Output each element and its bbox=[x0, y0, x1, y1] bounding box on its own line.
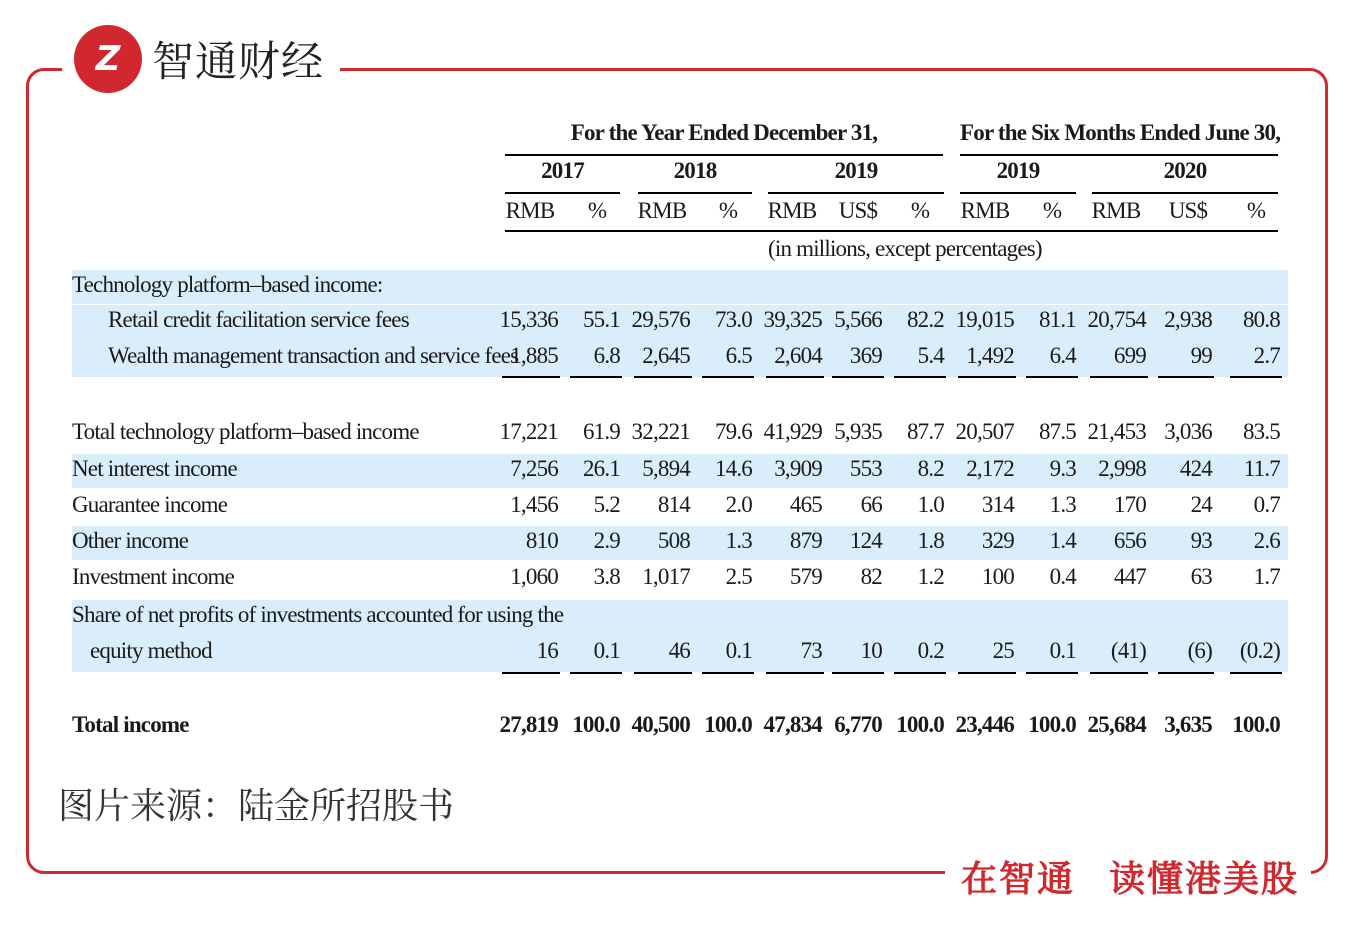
year-header: 2017 bbox=[541, 158, 584, 183]
value-cell: 100.0 bbox=[1232, 712, 1280, 737]
subtotal-rule bbox=[766, 672, 824, 674]
value-cell: 87.7 bbox=[906, 419, 944, 444]
subtotal-rule bbox=[702, 672, 754, 674]
value-cell: 5.2 bbox=[593, 492, 620, 517]
year-rule bbox=[768, 192, 944, 194]
subtotal-rule bbox=[702, 376, 754, 378]
value-cell: 1.4 bbox=[1049, 528, 1076, 553]
value-cell: 6.8 bbox=[593, 343, 620, 368]
value-cell: 15,336 bbox=[499, 307, 558, 332]
value-cell: (0.2) bbox=[1239, 638, 1280, 663]
value-cell: 0.4 bbox=[1049, 564, 1076, 589]
subtotal-rule bbox=[570, 672, 622, 674]
value-cell: 3.8 bbox=[593, 564, 620, 589]
value-cell: 20,507 bbox=[955, 419, 1014, 444]
currency-header: RMB bbox=[960, 198, 1010, 223]
subtotal-rule bbox=[832, 376, 884, 378]
value-cell: 93 bbox=[1190, 528, 1212, 553]
value-cell: 1,885 bbox=[510, 343, 558, 368]
year-header: 2020 bbox=[1163, 158, 1207, 183]
year-rule bbox=[960, 192, 1076, 194]
subtotal-rule bbox=[502, 376, 560, 378]
value-cell: 40,500 bbox=[631, 712, 690, 737]
value-cell: 10 bbox=[860, 638, 882, 663]
value-cell: 46 bbox=[668, 638, 690, 663]
currency-header: % bbox=[1042, 198, 1062, 223]
value-cell: 1.2 bbox=[917, 564, 944, 589]
value-cell: 3,635 bbox=[1164, 712, 1212, 737]
row-label: Total income bbox=[72, 712, 189, 737]
value-cell: 19,015 bbox=[955, 307, 1014, 332]
row-label: Other income bbox=[72, 528, 189, 553]
value-cell: 11.7 bbox=[1243, 456, 1280, 481]
value-cell: 447 bbox=[1113, 564, 1146, 589]
value-cell: (41) bbox=[1110, 638, 1146, 663]
value-cell: 2.0 bbox=[725, 492, 752, 517]
subtotal-rule bbox=[958, 376, 1016, 378]
value-cell: 3,909 bbox=[774, 456, 822, 481]
value-cell: 7,256 bbox=[510, 456, 558, 481]
currency-header: US$ bbox=[838, 198, 878, 223]
period-rule bbox=[960, 154, 1278, 156]
value-cell: 80.8 bbox=[1242, 307, 1280, 332]
logo-mark-icon: Z bbox=[74, 25, 142, 93]
year-rule bbox=[1092, 192, 1278, 194]
units-note: (in millions, except percentages) bbox=[768, 236, 1042, 261]
value-cell: 73 bbox=[800, 638, 822, 663]
header-rule bbox=[505, 230, 1278, 232]
value-cell: 8.2 bbox=[917, 456, 944, 481]
value-cell: 100.0 bbox=[704, 712, 752, 737]
currency-header: RMB bbox=[1091, 198, 1141, 223]
subtotal-rule bbox=[894, 672, 946, 674]
subtotal-rule bbox=[1230, 376, 1282, 378]
currency-header: % bbox=[1246, 198, 1266, 223]
subtotal-rule bbox=[1158, 376, 1214, 378]
value-cell: 25,684 bbox=[1087, 712, 1146, 737]
value-cell: 2.5 bbox=[725, 564, 752, 589]
slogan-left: 在智通 bbox=[960, 858, 1075, 900]
period-header-annual: For the Year Ended December 31, bbox=[570, 120, 878, 145]
row-label: Net interest income bbox=[72, 456, 237, 481]
value-cell: 369 bbox=[849, 343, 882, 368]
value-cell: 39,325 bbox=[763, 307, 822, 332]
value-cell: 5,894 bbox=[642, 456, 690, 481]
value-cell: 20,754 bbox=[1087, 307, 1146, 332]
value-cell: 1.3 bbox=[725, 528, 752, 553]
row-label-cont: equity method bbox=[90, 638, 212, 663]
source-note: 图片来源：陆金所招股书 bbox=[58, 786, 455, 827]
slogan-right: 读懂港美股 bbox=[1108, 858, 1299, 900]
value-cell: 170 bbox=[1113, 492, 1146, 517]
subtotal-rule bbox=[958, 672, 1016, 674]
value-cell: 1,017 bbox=[642, 564, 690, 589]
value-cell: 508 bbox=[657, 528, 690, 553]
value-cell: 79.6 bbox=[714, 419, 752, 444]
year-header: 2019 bbox=[834, 158, 878, 183]
row-label: Wealth management transaction and service fees bbox=[108, 343, 519, 368]
value-cell: 26.1 bbox=[582, 456, 620, 481]
currency-header: RMB bbox=[505, 198, 555, 223]
value-cell: 314 bbox=[981, 492, 1014, 517]
value-cell: 100.0 bbox=[572, 712, 620, 737]
value-cell: 0.1 bbox=[725, 638, 752, 663]
year-rule bbox=[638, 192, 752, 194]
subtotal-rule bbox=[1090, 672, 1148, 674]
value-cell: 1.0 bbox=[917, 492, 944, 517]
value-cell: 579 bbox=[789, 564, 822, 589]
value-cell: 17,221 bbox=[499, 419, 558, 444]
value-cell: 1.7 bbox=[1253, 564, 1280, 589]
value-cell: 465 bbox=[789, 492, 822, 517]
value-cell: 41,929 bbox=[763, 419, 822, 444]
value-cell: 23,446 bbox=[955, 712, 1014, 737]
subtotal-rule bbox=[1158, 672, 1214, 674]
currency-header: RMB bbox=[767, 198, 817, 223]
value-cell: 9.3 bbox=[1049, 456, 1076, 481]
subtotal-rule bbox=[766, 376, 824, 378]
value-cell: 6,770 bbox=[834, 712, 882, 737]
year-header: 2018 bbox=[673, 158, 717, 183]
row-label: Share of net profits of investments accounted for using the bbox=[72, 602, 564, 627]
value-cell: 82 bbox=[860, 564, 882, 589]
value-cell: 5.4 bbox=[917, 343, 944, 368]
value-cell: 2,172 bbox=[966, 456, 1014, 481]
value-cell: 16 bbox=[536, 638, 558, 663]
value-cell: 32,221 bbox=[631, 419, 690, 444]
brand-logo bbox=[62, 14, 340, 104]
value-cell: 47,834 bbox=[763, 712, 822, 737]
value-cell: 6.4 bbox=[1049, 343, 1076, 368]
year-rule bbox=[505, 192, 620, 194]
value-cell: 1,492 bbox=[966, 343, 1014, 368]
value-cell: 66 bbox=[860, 492, 882, 517]
value-cell: 2,604 bbox=[774, 343, 822, 368]
value-cell: 100 bbox=[981, 564, 1014, 589]
value-cell: 0.7 bbox=[1253, 492, 1280, 517]
value-cell: 656 bbox=[1113, 528, 1146, 553]
currency-header: % bbox=[910, 198, 930, 223]
value-cell: 699 bbox=[1113, 343, 1146, 368]
value-cell: 3,036 bbox=[1164, 419, 1212, 444]
value-cell: 1,456 bbox=[510, 492, 558, 517]
value-cell: 879 bbox=[789, 528, 822, 553]
value-cell: 25 bbox=[992, 638, 1014, 663]
currency-header: RMB bbox=[637, 198, 687, 223]
value-cell: 2.6 bbox=[1253, 528, 1280, 553]
value-cell: 55.1 bbox=[582, 307, 620, 332]
value-cell: 2.9 bbox=[593, 528, 620, 553]
value-cell: 553 bbox=[849, 456, 882, 481]
value-cell: 0.1 bbox=[1049, 638, 1076, 663]
value-cell: 100.0 bbox=[1028, 712, 1076, 737]
value-cell: 99 bbox=[1190, 343, 1212, 368]
subtotal-rule bbox=[1230, 672, 1282, 674]
value-cell: 1.3 bbox=[1049, 492, 1076, 517]
value-cell: 0.2 bbox=[917, 638, 944, 663]
value-cell: 100.0 bbox=[896, 712, 944, 737]
subtotal-rule bbox=[894, 376, 946, 378]
subtotal-rule bbox=[1026, 672, 1078, 674]
logo-name: 智通财经 bbox=[152, 37, 325, 86]
value-cell: 2,938 bbox=[1164, 307, 1212, 332]
period-header-interim: For the Six Months Ended June 30, bbox=[960, 120, 1281, 145]
subtotal-rule bbox=[1090, 376, 1148, 378]
subtotal-rule bbox=[634, 376, 692, 378]
value-cell: 29,576 bbox=[631, 307, 690, 332]
value-cell: 329 bbox=[981, 528, 1014, 553]
row-label: Total technology platform–based income bbox=[72, 419, 419, 444]
value-cell: 82.2 bbox=[906, 307, 944, 332]
subtotal-rule bbox=[832, 672, 884, 674]
currency-header: % bbox=[587, 198, 607, 223]
year-header: 2019 bbox=[996, 158, 1040, 183]
row-label: Technology platform–based income: bbox=[72, 272, 383, 297]
value-cell: 5,566 bbox=[834, 307, 882, 332]
value-cell: 21,453 bbox=[1087, 419, 1146, 444]
row-label: Investment income bbox=[72, 564, 235, 589]
value-cell: 124 bbox=[849, 528, 882, 553]
period-rule bbox=[505, 154, 943, 156]
value-cell: 0.1 bbox=[593, 638, 620, 663]
value-cell: 14.6 bbox=[714, 456, 752, 481]
currency-header: US$ bbox=[1168, 198, 1208, 223]
subtotal-rule bbox=[1026, 376, 1078, 378]
value-cell: 83.5 bbox=[1242, 419, 1280, 444]
value-cell: 2,998 bbox=[1098, 456, 1146, 481]
subtotal-rule bbox=[634, 672, 692, 674]
value-cell: 87.5 bbox=[1038, 419, 1076, 444]
value-cell: 73.0 bbox=[714, 307, 752, 332]
value-cell: 27,819 bbox=[499, 712, 558, 737]
row-label: Guarantee income bbox=[72, 492, 228, 517]
value-cell: 24 bbox=[1190, 492, 1212, 517]
value-cell: 63 bbox=[1190, 564, 1212, 589]
slogan bbox=[945, 850, 1311, 902]
row-label: Retail credit facilitation service fees bbox=[108, 307, 409, 332]
value-cell: 814 bbox=[657, 492, 690, 517]
value-cell: 81.1 bbox=[1038, 307, 1076, 332]
value-cell: 5,935 bbox=[834, 419, 882, 444]
subtotal-rule bbox=[502, 672, 560, 674]
value-cell: 424 bbox=[1179, 456, 1212, 481]
value-cell: 6.5 bbox=[725, 343, 752, 368]
value-cell: 810 bbox=[525, 528, 558, 553]
value-cell: 2.7 bbox=[1253, 343, 1280, 368]
value-cell: 61.9 bbox=[582, 419, 620, 444]
value-cell: 1.8 bbox=[917, 528, 944, 553]
value-cell: 1,060 bbox=[510, 564, 558, 589]
subtotal-rule bbox=[570, 376, 622, 378]
value-cell: 2,645 bbox=[642, 343, 690, 368]
value-cell: (6) bbox=[1187, 638, 1212, 663]
currency-header: % bbox=[718, 198, 738, 223]
